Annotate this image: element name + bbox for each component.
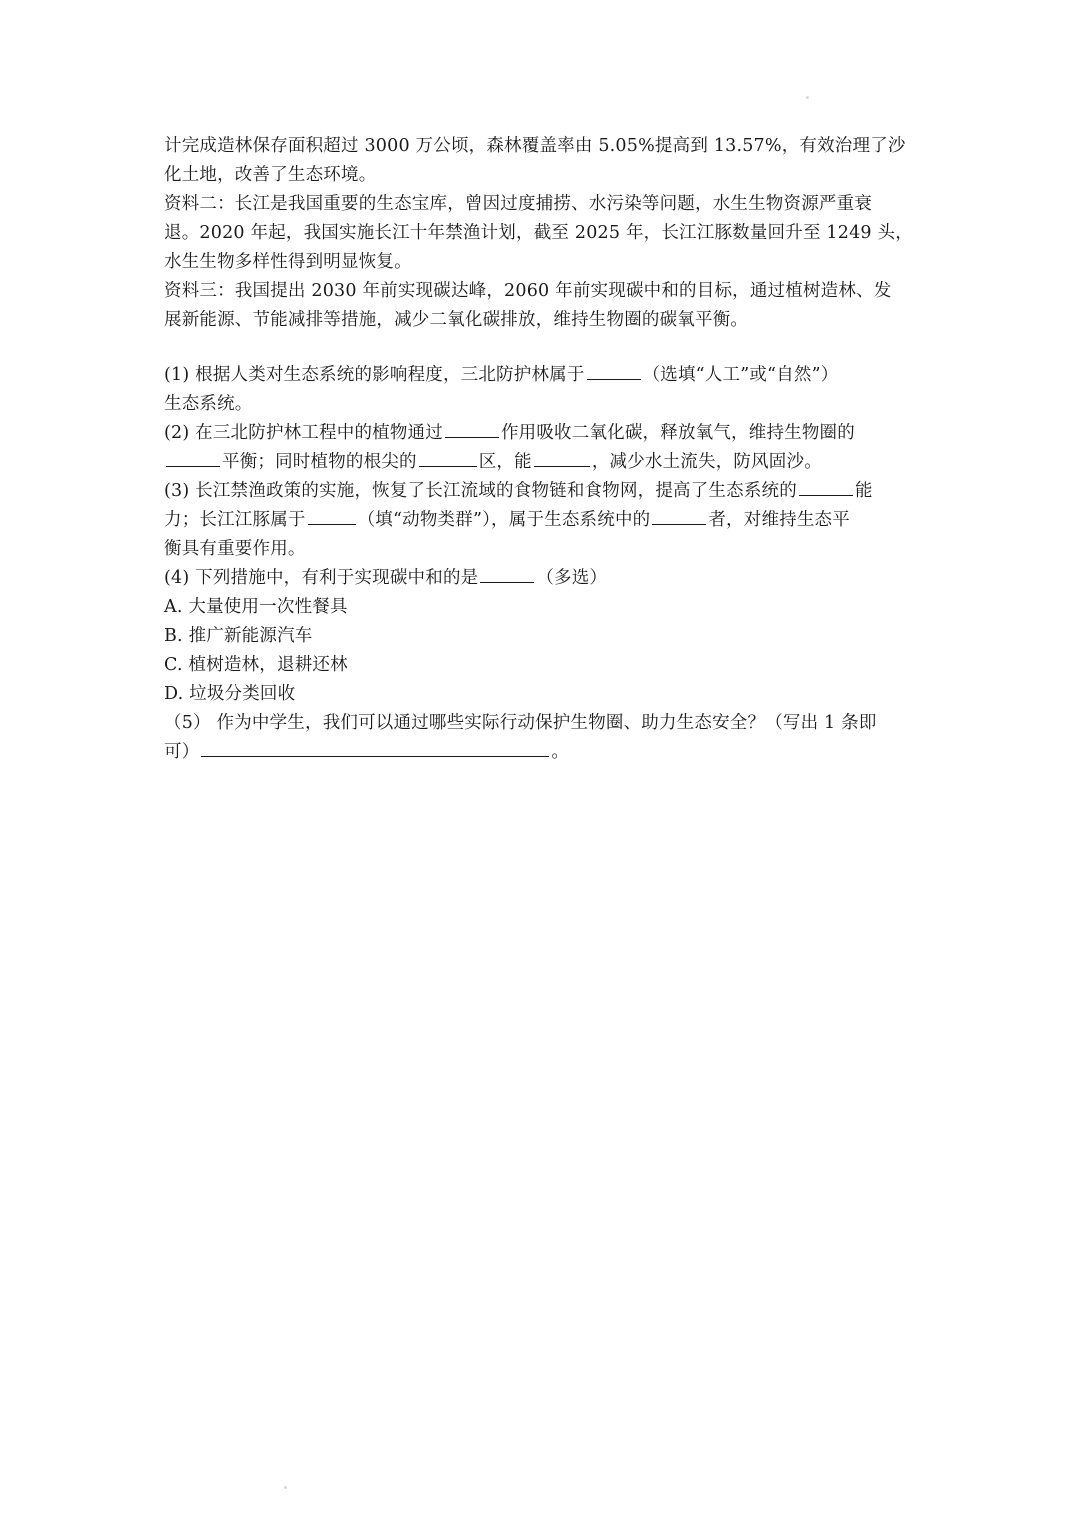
material-three (164, 277, 920, 335)
answer-blank[interactable] (419, 448, 477, 467)
question-4 (164, 564, 920, 593)
question-text: (4) 下列措施中，有利于实现碳中和的是 (164, 568, 479, 588)
option-d: D. 垃圾分类回收 (164, 684, 296, 704)
question-text: 者，对维持生态平 (708, 510, 850, 530)
question-text: 区，能 (478, 452, 532, 472)
option-b: B. 推广新能源汽车 (164, 626, 313, 646)
question-3 (164, 477, 920, 564)
question-text: （选填“人工”或“自然”） (642, 365, 839, 385)
text-line: 展新能源、节能减排等措施，减少二氧化碳排放，维持生物圈的碳氧平衡。 (164, 310, 749, 330)
answer-blank[interactable] (480, 564, 534, 583)
text-line: 水生生物多样性得到明显恢复。 (164, 252, 412, 272)
question-text: 力；长江江豚属于 (164, 510, 306, 530)
scan-speck (806, 96, 809, 99)
answer-blank[interactable] (587, 361, 641, 380)
text-line: 退。2020 年起，我国实施长江十年禁渔计划，截至 2025 年，长江江豚数量回升至 1249 头， (164, 223, 913, 243)
material-one-continued (164, 132, 920, 190)
text-line: 化土地，改善了生态环境。 (164, 165, 377, 185)
text-line: 资料二：长江是我国重要的生态宝库，曾因过度捕捞、水污染等问题，水生生物资源严重衰 (164, 194, 872, 214)
question-text: 生态系统。 (164, 394, 253, 414)
text-line: 资料三：我国提出 2030 年前实现碳达峰，2060 年前实现碳中和的目标，通过植树造林、发 (164, 281, 892, 301)
question-text: 平衡；同时植物的根尖的 (222, 452, 417, 472)
answer-blank[interactable] (166, 448, 220, 467)
answer-blank[interactable] (799, 477, 853, 496)
answer-blank[interactable] (652, 506, 706, 525)
question-text: 衡具有重要作用。 (164, 539, 306, 559)
question-text: 可） (164, 742, 200, 762)
answer-blank[interactable] (534, 448, 590, 467)
question-text: （多选） (536, 568, 608, 588)
answer-blank[interactable] (445, 419, 499, 438)
option-c: C. 植树造林，退耕还林 (164, 655, 348, 675)
scan-speck (284, 1486, 287, 1489)
answer-blank[interactable] (308, 506, 356, 525)
question-text: 。 (551, 742, 570, 762)
question-2 (164, 419, 920, 477)
question-text: ，减少水土流失，防风固沙。 (591, 452, 822, 472)
question-text: （5） 作为中学生，我们可以通过哪些实际行动保护生物圈、助力生态安全？（写出 1 条即 (164, 713, 877, 733)
material-two (164, 190, 920, 277)
question-text: (1) 根据人类对生态系统的影响程度，三北防护林属于 (164, 365, 585, 385)
document-body (164, 132, 920, 767)
text-line: 计完成造林保存面积超过 3000 万公顷，森林覆盖率由 5.05%提高到 13.57%，有效治理了沙 (164, 136, 906, 156)
question-text: (2) 在三北防护林工程中的植物通过 (164, 423, 443, 443)
question-5 (164, 709, 920, 767)
section-gap (164, 335, 920, 361)
answer-blank[interactable] (201, 738, 549, 757)
question-text: (3) 长江禁渔政策的实施，恢复了长江流域的食物链和食物网，提高了生态系统的 (164, 481, 797, 501)
question-1 (164, 361, 920, 419)
option-a: A. 大量使用一次性餐具 (164, 597, 348, 617)
question-text: （填“动物类群”），属于生态系统中的 (357, 510, 651, 530)
question-text: 能 (854, 481, 873, 501)
question-text: 作用吸收二氧化碳，释放氧气，维持生物圈的 (500, 423, 855, 443)
